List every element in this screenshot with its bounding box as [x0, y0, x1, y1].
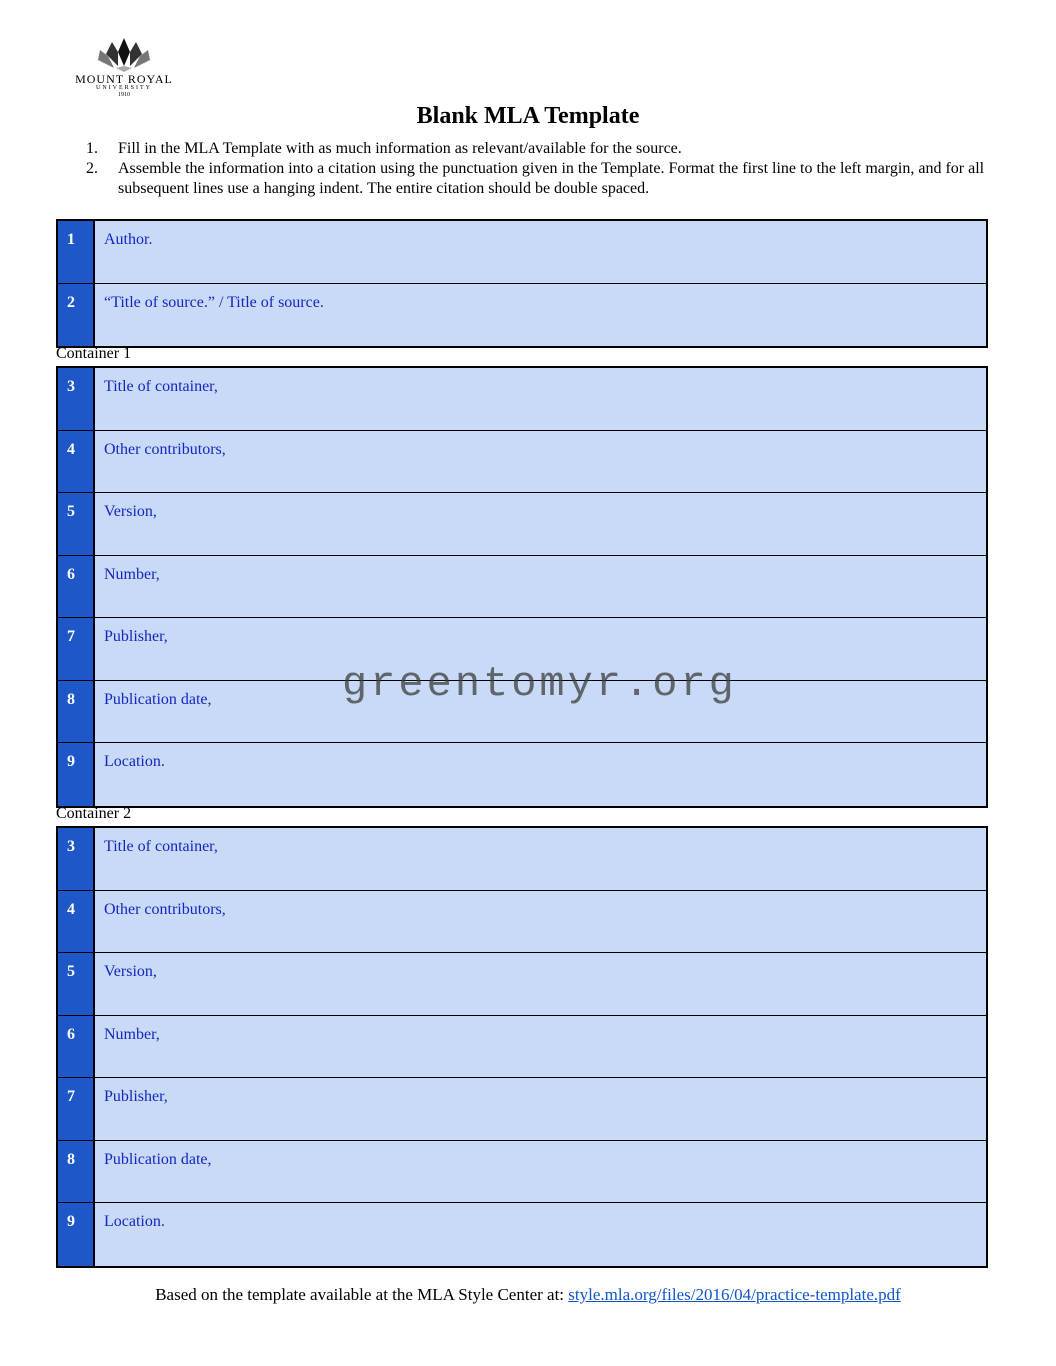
- table-row[interactable]: [58, 1078, 986, 1141]
- row-number: 8: [58, 1141, 95, 1203]
- table-row[interactable]: [58, 368, 986, 431]
- row-number: 3: [58, 368, 95, 430]
- logo-year: 1910: [118, 92, 130, 98]
- row-number: 4: [58, 891, 95, 953]
- university-logo: [70, 36, 178, 104]
- row-number: 2: [58, 284, 95, 347]
- publisher-field[interactable]: Publisher,: [104, 1088, 168, 1105]
- row-number: 9: [58, 743, 95, 806]
- row-number: 6: [58, 1016, 95, 1078]
- row-number: 9: [58, 1203, 95, 1266]
- container-1-table: [56, 366, 988, 808]
- version-field[interactable]: Version,: [104, 963, 157, 980]
- publisher-field[interactable]: Publisher,: [104, 628, 168, 645]
- table-row[interactable]: [58, 743, 986, 806]
- other-contributors-field[interactable]: Other contributors,: [104, 900, 226, 918]
- table-row[interactable]: [58, 1141, 986, 1204]
- table-row[interactable]: [58, 221, 986, 284]
- container-1-label: Container 1: [56, 345, 132, 362]
- instruction-item: [86, 139, 986, 159]
- logo-subtitle: UNIVERSITY: [96, 85, 152, 91]
- table-row[interactable]: [58, 953, 986, 1016]
- number-field[interactable]: Number,: [104, 565, 160, 583]
- title-of-container-field[interactable]: Title of container,: [104, 378, 218, 395]
- location-field[interactable]: Location.: [104, 1213, 165, 1230]
- watermark: greentomyr.org: [342, 660, 737, 708]
- title-of-source-field[interactable]: “Title of source.” / Title of source.: [104, 293, 324, 311]
- instruction-text: Fill in the MLA Template with as much information as relevant/available for the source.: [118, 140, 682, 157]
- footer-text: Based on the template available at the MLA Style Center at:: [155, 1285, 569, 1304]
- table-row[interactable]: [58, 284, 986, 347]
- row-number: 5: [58, 493, 95, 555]
- location-field[interactable]: Location.: [104, 753, 165, 770]
- row-number: 5: [58, 953, 95, 1015]
- publication-date-field[interactable]: Publication date,: [104, 1150, 212, 1168]
- row-number: 7: [58, 618, 95, 680]
- table-row[interactable]: [58, 828, 986, 891]
- row-number: 8: [58, 681, 95, 743]
- row-number: 1: [58, 221, 95, 283]
- table-row[interactable]: [58, 556, 986, 619]
- instruction-item: [86, 159, 986, 199]
- row-number: 4: [58, 431, 95, 493]
- row-number: 7: [58, 1078, 95, 1140]
- instruction-number: 2.: [86, 160, 98, 177]
- table-row[interactable]: [58, 1203, 986, 1266]
- template-link[interactable]: style.mla.org/files/2016/04/practice-template.pdf: [568, 1285, 901, 1304]
- title-of-container-field[interactable]: Title of container,: [104, 838, 218, 855]
- row-number: 3: [58, 828, 95, 890]
- author-field[interactable]: Author.: [104, 231, 153, 248]
- row-number: 6: [58, 556, 95, 618]
- version-field[interactable]: Version,: [104, 503, 157, 520]
- footer: [0, 1285, 1056, 1305]
- logo-mark-icon: [94, 36, 154, 72]
- instruction-text: Assemble the information into a citation using the punctuation given in the Template. Format the first line to the left margin, and for all subsequent lines use a hanging indent. The entire citation should be double spaced.: [118, 160, 985, 197]
- publication-date-field[interactable]: Publication date,: [104, 690, 212, 708]
- other-contributors-field[interactable]: Other contributors,: [104, 440, 226, 458]
- table-row[interactable]: [58, 1016, 986, 1079]
- instructions-list: [86, 139, 986, 199]
- instruction-number: 1.: [86, 140, 98, 157]
- page-title: Blank MLA Template: [416, 103, 640, 129]
- table-row[interactable]: [58, 431, 986, 494]
- number-field[interactable]: Number,: [104, 1025, 160, 1043]
- container-2-table: [56, 826, 988, 1268]
- table-row[interactable]: [58, 891, 986, 954]
- logo-name: MOUNT ROYAL: [75, 72, 173, 86]
- table-row[interactable]: [58, 493, 986, 556]
- core-elements-table: [56, 219, 988, 348]
- container-2-label: Container 2: [56, 805, 132, 822]
